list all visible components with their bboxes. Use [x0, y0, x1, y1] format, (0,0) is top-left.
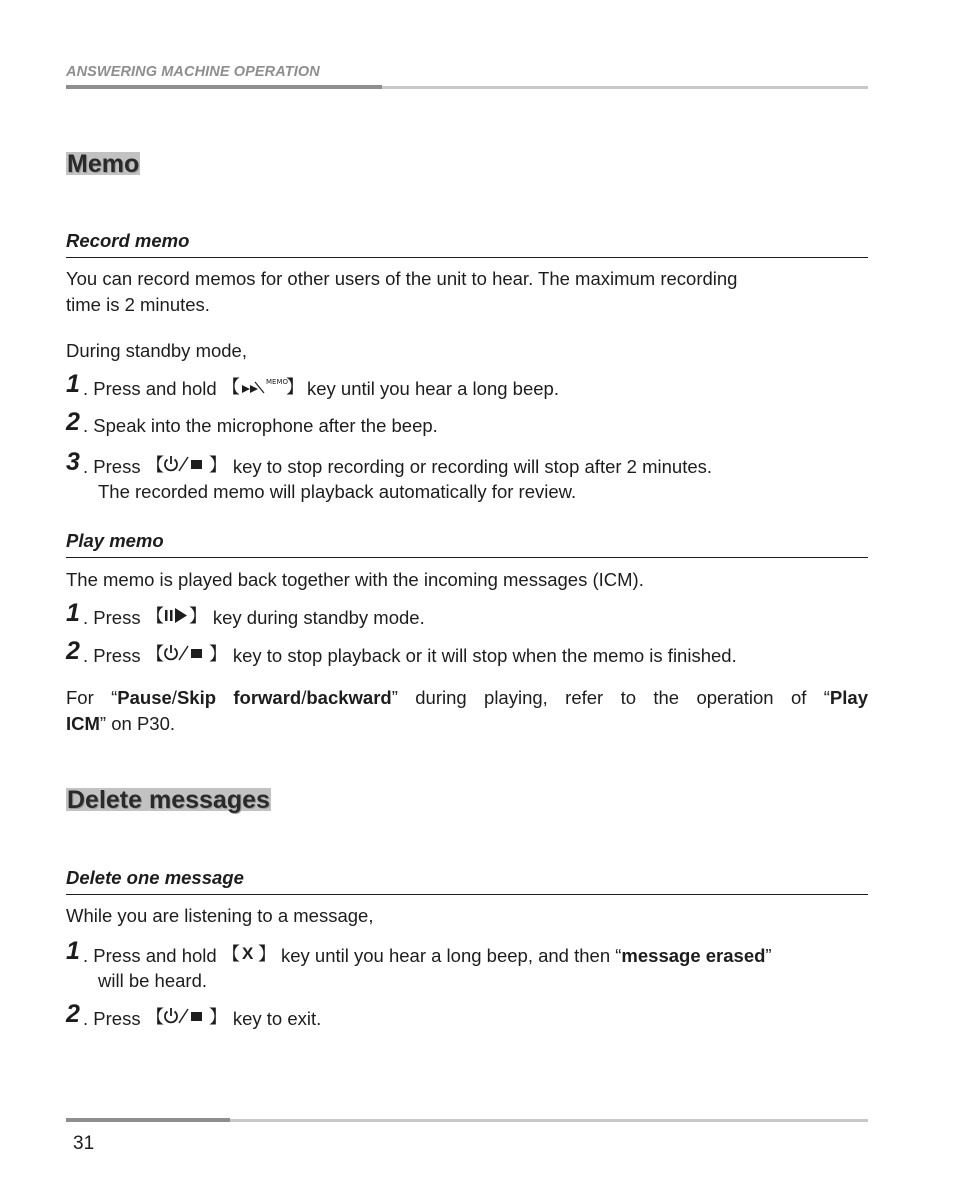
- svg-text:【: 【: [221, 377, 240, 398]
- note-slash: /: [301, 687, 307, 708]
- play-memo-note-line2: [66, 711, 868, 737]
- svg-text:】: 】: [188, 606, 207, 627]
- record-step-3-lead: . Press: [83, 456, 141, 477]
- svg-text:X: X: [241, 944, 254, 963]
- svg-text:】: 】: [208, 644, 227, 665]
- record-step-3-text: [83, 453, 712, 480]
- memo-title: Memo: [67, 150, 140, 178]
- play-memo-heading: Play memo: [66, 530, 868, 558]
- step-number: 3: [66, 448, 80, 476]
- svg-text:】: 】: [208, 455, 227, 476]
- play-memo-intro: The memo is played back together with the incoming messages (ICM).: [66, 569, 644, 590]
- delete-step-2-tail: key to exit.: [232, 1008, 322, 1029]
- note-bold-play: Play: [829, 687, 868, 708]
- step-number: 2: [66, 408, 80, 436]
- delete-step-1-tail: key until you hear a long beep, and then “: [280, 945, 622, 966]
- note-bold-pause: Pause: [117, 687, 172, 708]
- delete-step-1-bold: message erased: [621, 945, 766, 966]
- delete-step-2: [66, 1000, 868, 1031]
- note-bold-skip: Skip forward: [176, 687, 302, 708]
- svg-text:【: 【: [145, 455, 164, 476]
- note-bold-icm: ICM: [66, 713, 100, 734]
- delete-one-heading: Delete one message: [66, 867, 868, 895]
- power-stop-key-icon: [146, 453, 228, 475]
- record-step-1: [66, 370, 868, 401]
- svg-text:【: 【: [145, 644, 164, 665]
- step-number: 2: [66, 637, 80, 665]
- delete-step-1-line2: will be heard.: [98, 970, 208, 991]
- svg-text:【: 【: [221, 944, 240, 965]
- svg-text:【: 【: [145, 1007, 164, 1028]
- record-memo-intro-line2: time is 2 minutes.: [66, 294, 210, 315]
- record-step-3-tail: key to stop recording or recording will stop after 2 minutes.: [232, 456, 713, 477]
- record-step-2-text: . Speak into the microphone after the beep.: [83, 415, 438, 436]
- play-memo-note: [66, 685, 868, 737]
- footer-rule-light: [230, 1119, 868, 1122]
- power-stop-key-icon: [146, 642, 228, 664]
- delete-step-1-close: ”: [765, 945, 772, 966]
- record-step-2: [66, 408, 868, 439]
- delete-step-1: [66, 937, 868, 996]
- play-step-2-tail: key to stop playback or it will stop when the memo is finished.: [232, 645, 737, 666]
- svg-text:】: 】: [208, 1007, 227, 1028]
- record-step-3: [66, 448, 868, 507]
- running-head: ANSWERING MACHINE OPERATION: [66, 64, 320, 80]
- play-step-2-lead: . Press: [83, 645, 141, 666]
- play-step-2-text: [83, 642, 737, 669]
- memo-skip-key-icon: [222, 375, 302, 397]
- note-text: ” during playing, refer to the operation of “: [391, 687, 830, 708]
- record-step-1-tail: key until you hear a long beep.: [306, 378, 559, 399]
- note-bold-slash: /: [171, 687, 177, 708]
- record-step-1-text: [83, 375, 559, 402]
- note-bold-backward: backward: [306, 687, 392, 708]
- svg-text:】: 】: [285, 377, 304, 398]
- record-step-1-lead: . Press and hold: [83, 378, 217, 399]
- record-memo-intro-line1: You can record memos for other users of the unit to hear. The maximum recording: [66, 268, 738, 289]
- step-number: 1: [66, 937, 80, 965]
- step-number: 1: [66, 370, 80, 398]
- delete-x-key-icon: [222, 942, 276, 964]
- header-rule-dark: [66, 85, 382, 89]
- delete-messages-title: Delete messages: [67, 786, 270, 814]
- delete-step-1-lead: . Press and hold: [83, 945, 217, 966]
- delete-one-intro: While you are listening to a message,: [66, 905, 374, 926]
- note-text: ” on P30.: [99, 713, 175, 734]
- record-memo-heading: Record memo: [66, 230, 868, 258]
- play-step-1-lead: . Press: [83, 607, 141, 628]
- delete-step-2-text: [83, 1005, 321, 1032]
- record-step-3-line2: The recorded memo will playback automatically for review.: [98, 481, 577, 502]
- note-text: For “: [66, 687, 118, 708]
- step-number: 2: [66, 1000, 80, 1028]
- record-memo-intro: [66, 266, 868, 318]
- play-step-1: [66, 599, 868, 630]
- delete-step-2-lead: . Press: [83, 1008, 141, 1029]
- delete-step-1-text: [83, 942, 772, 969]
- page-number: 31: [73, 1133, 95, 1154]
- header-rule-light: [382, 86, 868, 89]
- play-step-1-tail: key during standby mode.: [212, 607, 425, 628]
- play-memo-note-line1: [66, 685, 868, 711]
- play-pause-key-icon: [146, 604, 208, 626]
- footer-rule-dark: [66, 1118, 230, 1122]
- svg-text:】: 】: [257, 944, 276, 965]
- power-stop-key-icon: [146, 1005, 228, 1027]
- play-step-2: [66, 637, 868, 668]
- record-memo-standby: During standby mode,: [66, 340, 247, 361]
- step-number: 1: [66, 599, 80, 627]
- svg-text:MEMO: MEMO: [265, 378, 288, 386]
- play-step-1-text: [83, 604, 425, 631]
- svg-text:【: 【: [145, 606, 164, 627]
